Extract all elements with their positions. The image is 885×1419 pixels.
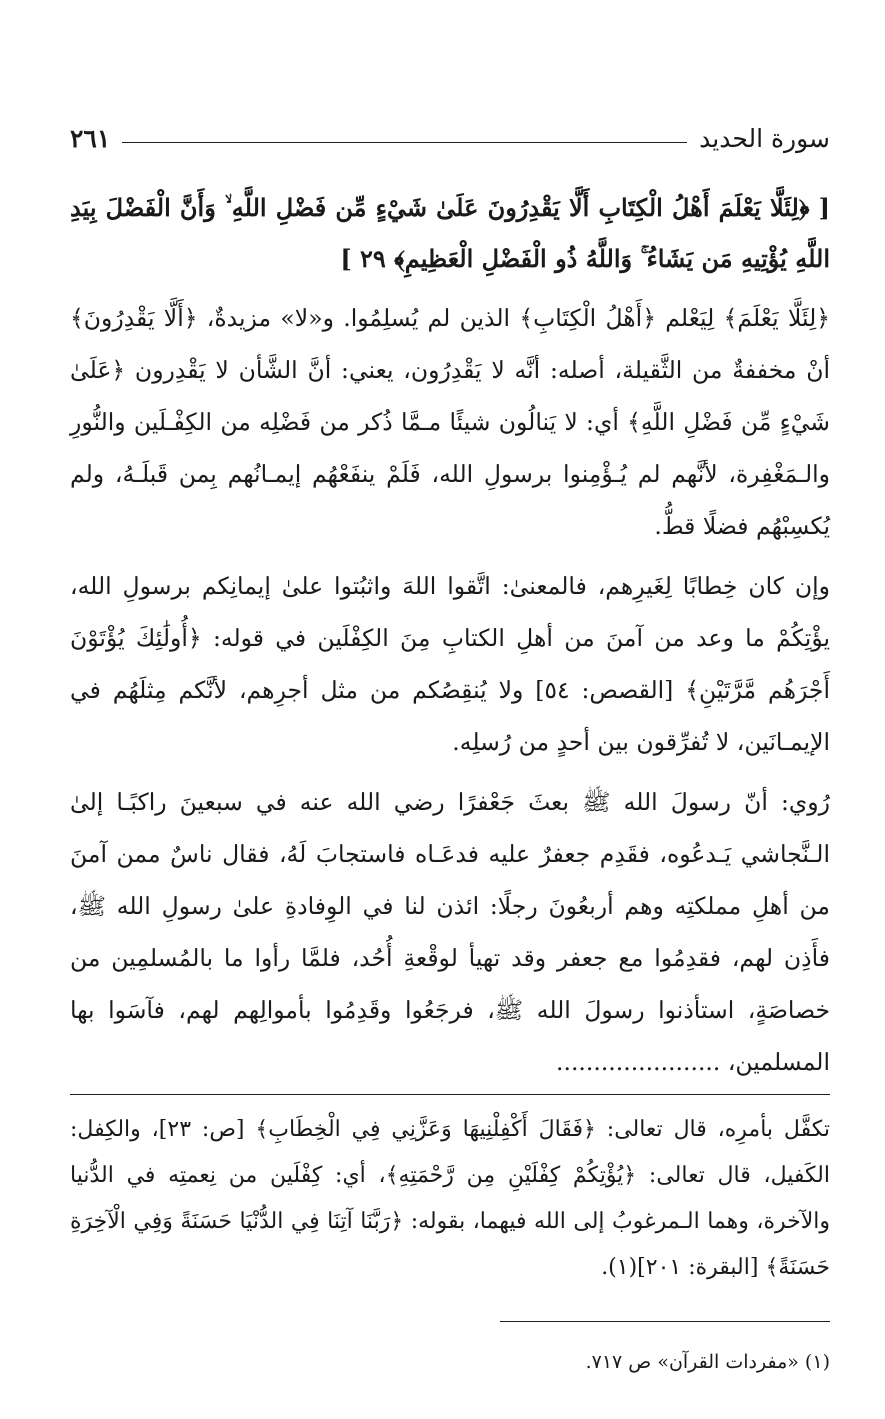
reference-separator — [500, 1321, 830, 1322]
commentary-paragraph-1: ﴿لِئَلَّا يَعْلَمَ﴾ لِيَعْلم ﴿أَهْلُ الْكِتَابِ﴾ الذين لم يُسلِمُوا. و«لا» مزيدةٌ، ﴿أَلَّا يَقْدِرُونَ﴾ أنْ مخففةٌ من الثَّقيلة، أصله: أنَّه لا يَقْدِرُون، يعني: أنَّ الشَّأن لا يَقْدِرون ﴿عَلَىٰ شَيْءٍ مِّن فَضْلِ اللَّهِ﴾ أي: لا يَنالُون شيئًا مـمَّا ذُكر من فَضْلِه من الكِفْـلَين والنُّورِ والـمَغْفِرة، لأنَّهم لم يُـؤْمِنوا برسولِ الله، فَلَمْ ينفَعْهُم إيمـانُهم بِمن قَبلَـهُ، ولم يُكسِبْهُم فضلًا قطُّ. — [70, 304, 830, 540]
page-number: ٢٦١ — [70, 123, 111, 153]
footnote-separator — [70, 1094, 830, 1095]
commentary-paragraph-2: وإن كان خِطابًا لِغَيرِهم، فالمعنىٰ: اتَّقوا اللهَ واثبُتوا علىٰ إيمانِكم برسولِ الله، يؤْتِكُمْ ما وعد من آمنَ من أهلِ الكتابِ مِنَ الكِفْلَين في قوله: ﴿أُولَٰئِكَ يُؤْتَوْنَ أَجْرَهُم مَّرَّتَيْنِ﴾ [القصص: ٥٤] ولا يُنقِصُكم من مثل أجرِهم، لأنَّكم مِثلَهُم في الإيمـانَين، لا تُفرِّقون بين أحدٍ من رُسلِه. — [70, 572, 830, 756]
commentary-paragraph-3: رُوي: أنّ رسولَ الله ﷺ بعثَ جَعْفرًا رضي الله عنه في سبعينَ راكبًـا إلىٰ الـنَّجاشي يَـدعُوه، فقَدِم جعفرٌ عليه فدعَـاه فاستجابَ لَهُ، فقال ناسٌ ممن آمنَ من أهلِ مملكتِه وهم أربعُونَ رجلًا: ائذن لنا في الوِفادةِ علىٰ رسولِ الله ﷺ، فأَذِن لهم، فقدِمُوا مع جعفر وقد تهيأ لوقْعةِ أُحُد، فلمَّا رأوا ما بالمُسلمِين من خصاصَةٍ، استأذنوا رسولَ الله ﷺ، فرجَعُوا وقَدِمُوا بأموالِهم لهم، فآسَوا بها المسلمين، ...................... — [70, 788, 830, 1076]
footnote-text: تكفَّل بأمرِه، قال تعالى: ﴿فَقَالَ أَكْفِلْنِيهَا وَعَزَّنِي فِي الْخِطَابِ﴾ [ص: ٢٣]، والكِفل: الكَفيل، قال تعالى: ﴿يُؤْتِكُمْ كِفْلَيْنِ مِن رَّحْمَتِهِ﴾، أي: كِفْلَين من نِعمتِه في الدُّنيا والآخرة، وهما الـمرغوبُ إلى الله فيهما، بقوله: ﴿رَبَّنَا آتِنَا فِي الدُّنْيَا حَسَنَةً وَفِي الْآخِرَةِ حَسَنَةً﴾ [البقرة: ٢٠١](١). — [70, 1117, 830, 1280]
reference-note: (١) «مفردات القرآن» ص ٧١٧. — [585, 1351, 830, 1373]
header-rule — [122, 142, 687, 143]
quran-verse: [ ﴿لِئَلَّا يَعْلَمَ أَهْلُ الْكِتَابِ أَلَّا يَقْدِرُونَ عَلَىٰ شَيْءٍ مِّن فَضْلِ اللَّهِ ۙ وَأَنَّ الْفَضْلَ بِيَدِ اللَّهِ يُؤْتِيهِ مَن يَشَاءُ ۚ وَاللَّهُ ذُو الْفَضْلِ الْعَظِيمِ﴾ ٢٩ ] — [70, 193, 830, 273]
page-header — [70, 110, 830, 166]
page-content — [70, 110, 830, 1382]
surah-title: سورة الحديد — [699, 123, 830, 153]
